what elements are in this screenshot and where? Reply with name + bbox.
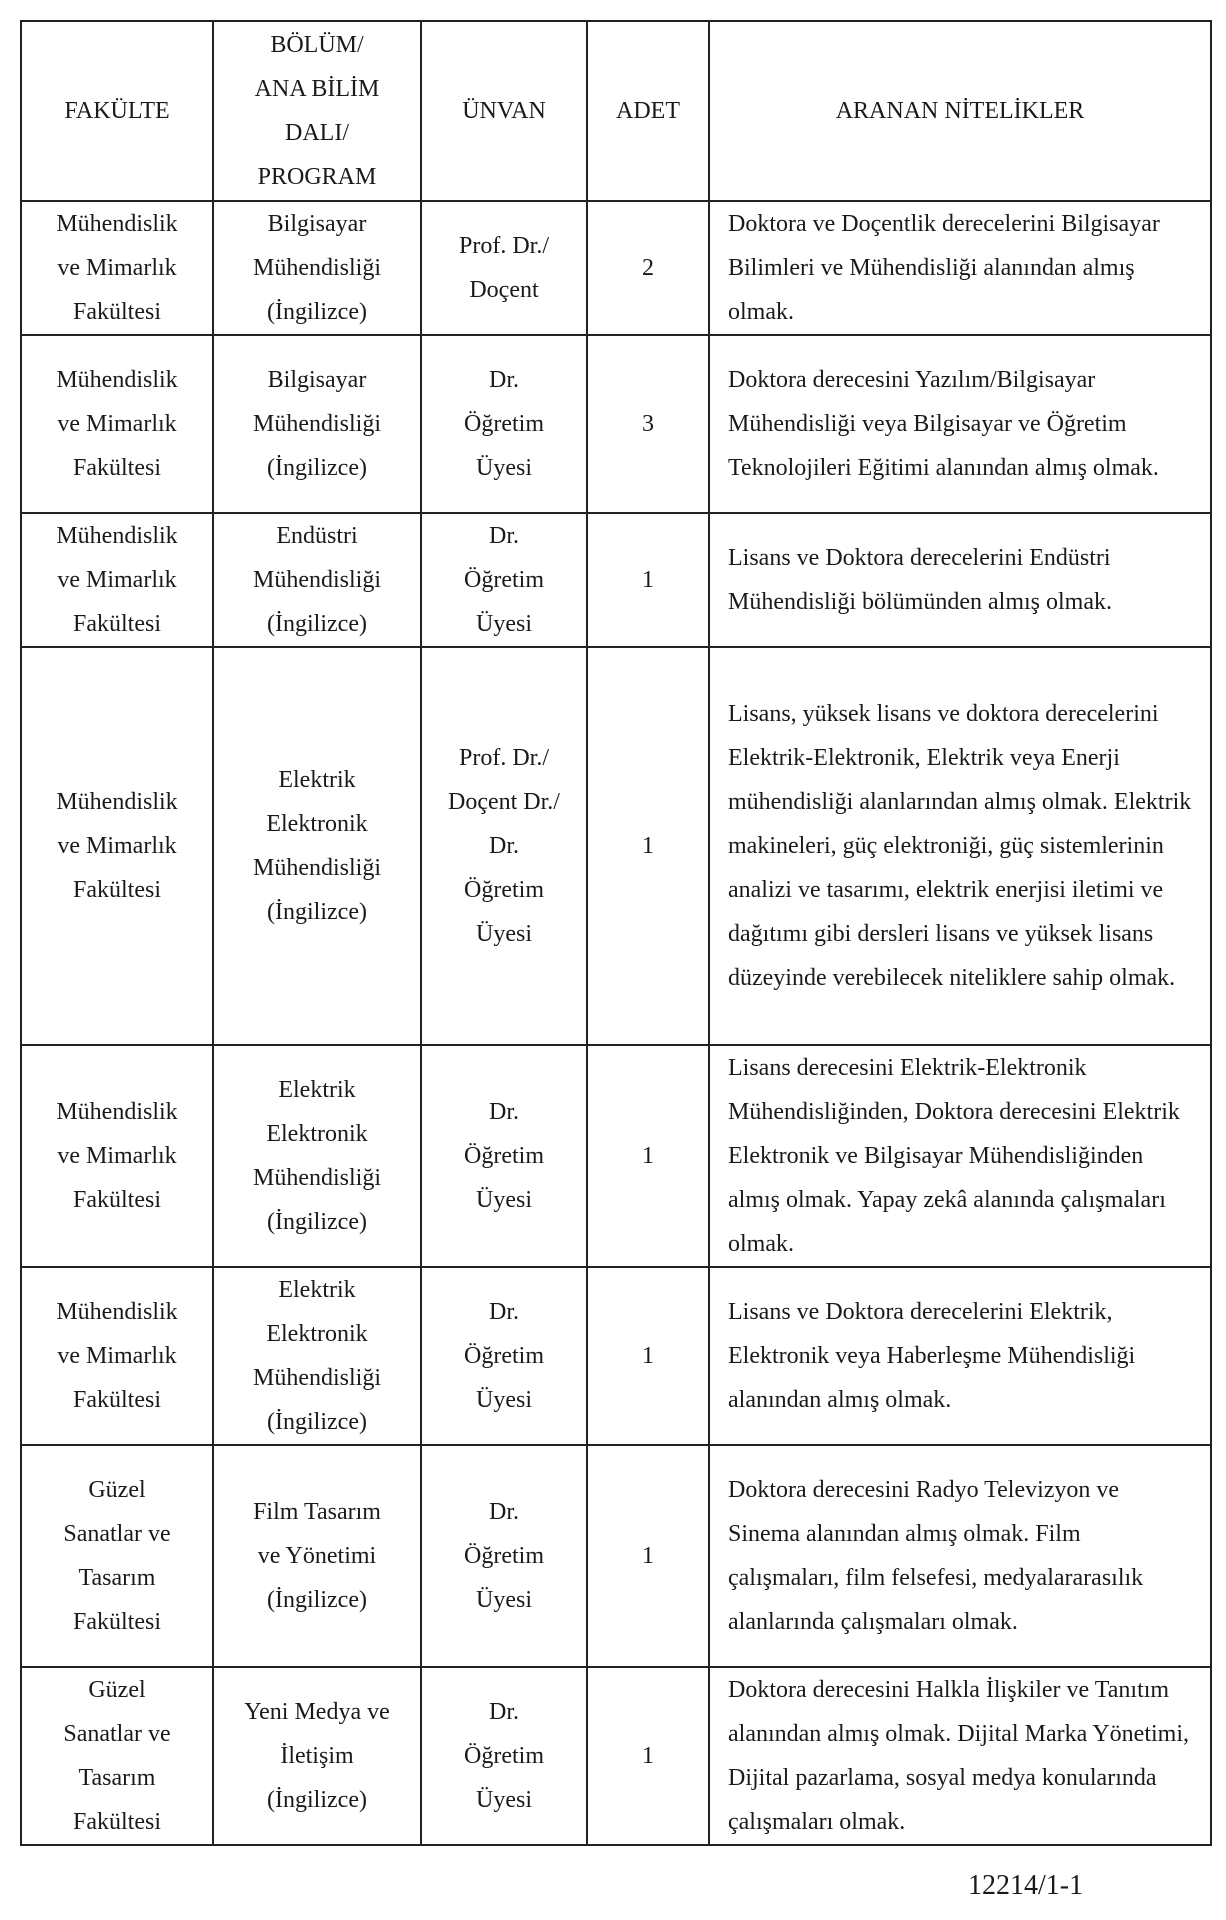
table-row bbox=[21, 201, 1211, 335]
count-cell: 3 bbox=[587, 335, 709, 513]
count-cell: 1 bbox=[587, 1045, 709, 1267]
qualifications-cell: Lisans derecesini Elektrik-Elektronik Mühendisliğinden, Doktora derecesini Elektrik Elektronik ve Bilgisayar Mühendisliğinden almış olmak. Yapay zekâ alanında çalışmaları olmak. bbox=[709, 1045, 1211, 1267]
faculty-cell: Mühendislik ve Mimarlık Fakültesi bbox=[21, 513, 213, 647]
faculty-cell: Mühendislik ve Mimarlık Fakültesi bbox=[21, 1045, 213, 1267]
table-row bbox=[21, 647, 1211, 1045]
header-qualifications: ARANAN NİTELİKLER bbox=[709, 21, 1211, 201]
document-code: 12214/1-1 bbox=[968, 1870, 1084, 1901]
table-row bbox=[21, 1267, 1211, 1445]
count-cell: 1 bbox=[587, 1267, 709, 1445]
qualifications-cell: Doktora derecesini Radyo Televizyon ve Sinema alanından almış olmak. Film çalışmaları, film felsefesi, medyalararasılık alanlarında çalışmaları olmak. bbox=[709, 1445, 1211, 1667]
title-cell: Dr. Öğretim Üyesi bbox=[421, 1445, 587, 1667]
qualifications-cell: Lisans, yüksek lisans ve doktora derecelerini Elektrik-Elektronik, Elektrik veya Enerji mühendisliği alanlarından almış olmak. Elektrik makineleri, güç elektroniği, güç sistemlerinin analizi ve tasarımı, elektrik enerjisi iletimi ve dağıtımı gibi dersleri lisans ve yüksek lisans düzeyinde verebilecek niteliklere sahip olmak. bbox=[709, 647, 1211, 1045]
header-title: ÜNVAN bbox=[421, 21, 587, 201]
department-cell: Bilgisayar Mühendisliği (İngilizce) bbox=[213, 201, 421, 335]
header-department: BÖLÜM/ ANA BİLİM DALI/ PROGRAM bbox=[213, 21, 421, 201]
title-cell: Prof. Dr./ Doçent Dr./ Dr. Öğretim Üyesi bbox=[421, 647, 587, 1045]
department-cell: Endüstri Mühendisliği (İngilizce) bbox=[213, 513, 421, 647]
department-cell: Elektrik Elektronik Mühendisliği (İngilizce) bbox=[213, 1045, 421, 1267]
header-row bbox=[21, 21, 1211, 201]
document-page bbox=[20, 20, 1210, 1846]
table-row bbox=[21, 335, 1211, 513]
header-faculty: FAKÜLTE bbox=[21, 21, 213, 201]
title-cell: Dr. Öğretim Üyesi bbox=[421, 335, 587, 513]
count-cell: 1 bbox=[587, 1445, 709, 1667]
title-cell: Dr. Öğretim Üyesi bbox=[421, 513, 587, 647]
qualifications-cell: Doktora ve Doçentlik derecelerini Bilgisayar Bilimleri ve Mühendisliği alanından almış olmak. bbox=[709, 201, 1211, 335]
qualifications-cell: Doktora derecesini Halkla İlişkiler ve Tanıtım alanından almış olmak. Dijital Marka Yönetimi, Dijital pazarlama, sosyal medya konularında çalışmaları olmak. bbox=[709, 1667, 1211, 1845]
faculty-cell: Güzel Sanatlar ve Tasarım Fakültesi bbox=[21, 1667, 213, 1845]
department-cell: Elektrik Elektronik Mühendisliği (İngilizce) bbox=[213, 1267, 421, 1445]
table-row bbox=[21, 1445, 1211, 1667]
faculty-cell: Mühendislik ve Mimarlık Fakültesi bbox=[21, 1267, 213, 1445]
table-row bbox=[21, 1045, 1211, 1267]
title-cell: Dr. Öğretim Üyesi bbox=[421, 1267, 587, 1445]
department-cell: Film Tasarım ve Yönetimi (İngilizce) bbox=[213, 1445, 421, 1667]
qualifications-cell: Lisans ve Doktora derecelerini Endüstri Mühendisliği bölümünden almış olmak. bbox=[709, 513, 1211, 647]
count-cell: 1 bbox=[587, 647, 709, 1045]
department-cell: Elektrik Elektronik Mühendisliği (İngilizce) bbox=[213, 647, 421, 1045]
qualifications-cell: Doktora derecesini Yazılım/Bilgisayar Mühendisliği veya Bilgisayar ve Öğretim Teknolojileri Eğitimi alanından almış olmak. bbox=[709, 335, 1211, 513]
positions-table bbox=[20, 20, 1212, 1846]
title-cell: Dr. Öğretim Üyesi bbox=[421, 1045, 587, 1267]
count-cell: 1 bbox=[587, 1667, 709, 1845]
table-row bbox=[21, 1667, 1211, 1845]
faculty-cell: Mühendislik ve Mimarlık Fakültesi bbox=[21, 201, 213, 335]
department-cell: Bilgisayar Mühendisliği (İngilizce) bbox=[213, 335, 421, 513]
count-cell: 1 bbox=[587, 513, 709, 647]
title-cell: Dr. Öğretim Üyesi bbox=[421, 1667, 587, 1845]
faculty-cell: Güzel Sanatlar ve Tasarım Fakültesi bbox=[21, 1445, 213, 1667]
title-cell: Prof. Dr./ Doçent bbox=[421, 201, 587, 335]
faculty-cell: Mühendislik ve Mimarlık Fakültesi bbox=[21, 647, 213, 1045]
count-cell: 2 bbox=[587, 201, 709, 335]
department-cell: Yeni Medya ve İletişim (İngilizce) bbox=[213, 1667, 421, 1845]
faculty-cell: Mühendislik ve Mimarlık Fakültesi bbox=[21, 335, 213, 513]
qualifications-cell: Lisans ve Doktora derecelerini Elektrik, Elektronik veya Haberleşme Mühendisliği alanından almış olmak. bbox=[709, 1267, 1211, 1445]
header-count: ADET bbox=[587, 21, 709, 201]
table-row bbox=[21, 513, 1211, 647]
